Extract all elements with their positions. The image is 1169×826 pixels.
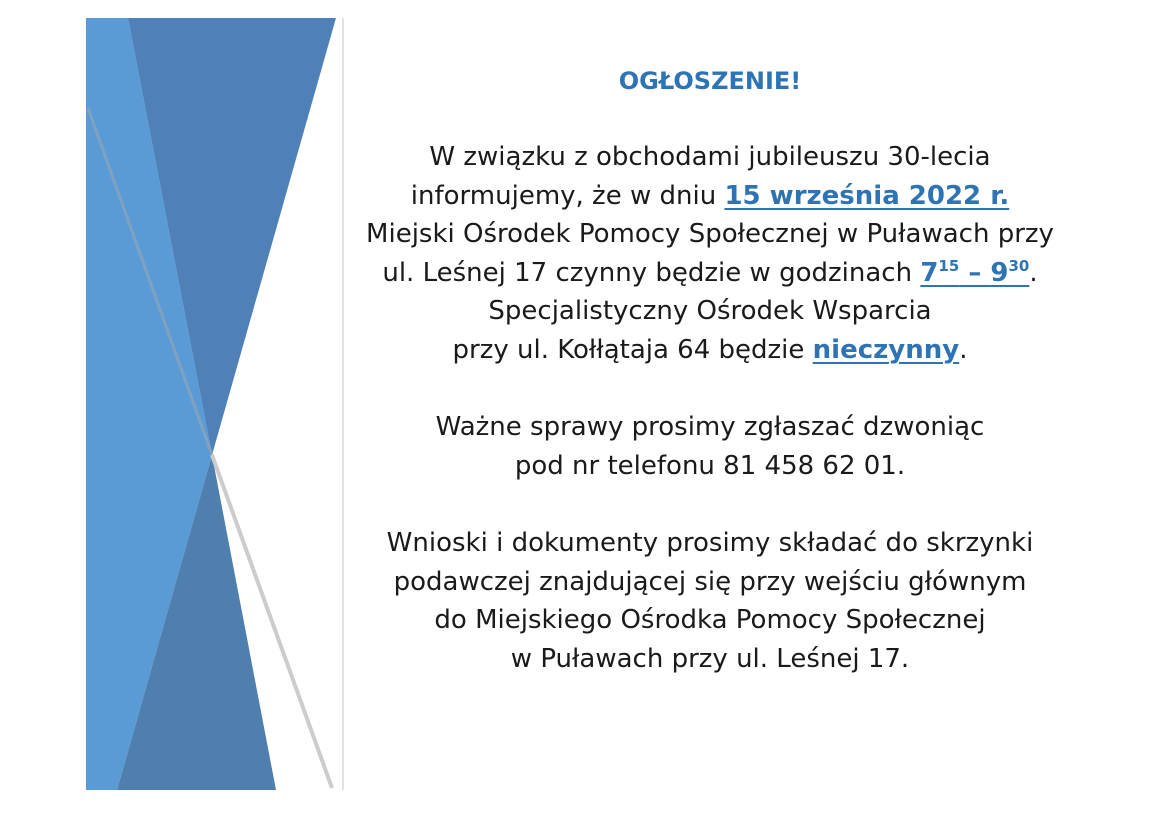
documents-line-1: Wnioski i dokumenty prosimy składać do skrzynki bbox=[386, 527, 1034, 558]
opening-hours bbox=[920, 258, 1029, 288]
contact-paragraph bbox=[310, 408, 1110, 485]
hours-separator: – bbox=[959, 257, 991, 288]
intro-line-1: W związku z obchodami jubileuszu 30-lecia bbox=[429, 142, 991, 172]
intro-line-6-suffix: . bbox=[959, 334, 968, 365]
contact-line-1: Ważne sprawy prosimy zgłaszać dzwoniąc bbox=[435, 412, 985, 443]
announcement bbox=[310, 62, 1110, 678]
documents-line-4: w Puławach przy ul. Leśnej 17. bbox=[510, 643, 910, 674]
intro-line-4-prefix: ul. Leśnej 17 czynny będzie w godzinach bbox=[382, 257, 921, 288]
contact-line-2: pod nr telefonu 81 458 62 01. bbox=[514, 450, 906, 481]
intro-paragraph bbox=[310, 138, 1110, 370]
documents-paragraph bbox=[310, 524, 1110, 678]
closed-status: nieczynny bbox=[812, 334, 960, 365]
intro-line-6-prefix: przy ul. Kołłątaja 64 będzie bbox=[452, 334, 813, 365]
hours-end-minutes: 30 bbox=[1008, 256, 1030, 275]
documents-line-3: do Miejskiego Ośrodka Pomocy Społecznej bbox=[434, 605, 986, 636]
closure-date: 15 września 2022 r. bbox=[724, 180, 1010, 211]
hours-end: 9 bbox=[990, 257, 1009, 288]
hours-start-minutes: 15 bbox=[938, 256, 960, 275]
intro-line-4-suffix: . bbox=[1029, 257, 1038, 288]
intro-line-3: Miejski Ośrodek Pomocy Społecznej w Puławach przy bbox=[366, 219, 1054, 250]
announcement-title: OGŁOSZENIE! bbox=[618, 67, 802, 95]
hours-start: 7 bbox=[920, 257, 939, 288]
intro-line-2-prefix: informujemy, że w dniu bbox=[410, 180, 725, 211]
intro-line-5: Specjalistyczny Ośrodek Wsparcia bbox=[488, 296, 932, 327]
documents-line-2: podawczej znajdującej się przy wejściu głównym bbox=[393, 566, 1027, 597]
